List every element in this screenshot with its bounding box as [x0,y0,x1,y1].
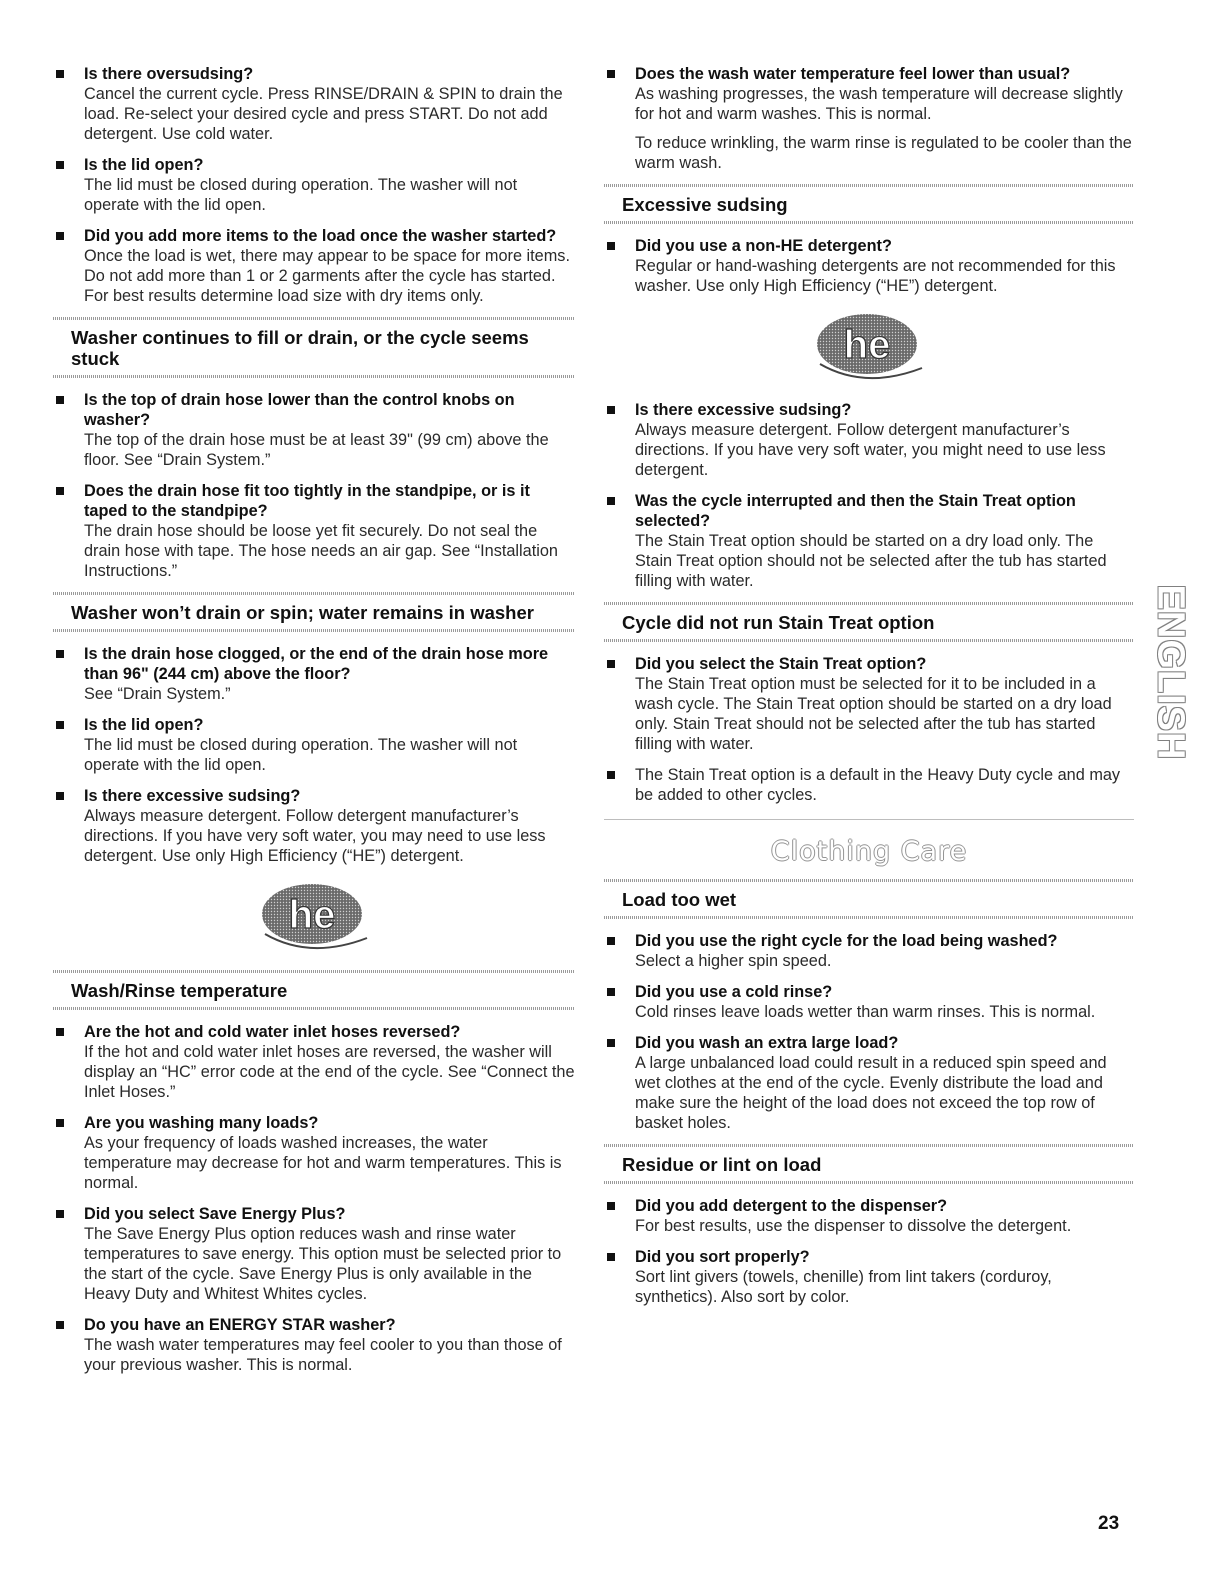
question: Is the lid open? [84,716,204,734]
section-header [604,1144,1134,1184]
answer-note: To reduce wrinkling, the warm rinse is regulated to be cooler than the warm wash. [635,134,1132,172]
answer: Select a higher spin speed. [635,952,832,970]
question: Did you use a cold rinse? [635,983,833,1001]
question: Is the top of drain hose lower than the control knobs on washer? [84,391,515,429]
he-logo-icon [810,310,928,386]
svg-text:he: he [843,323,891,367]
bullet-icon [607,1202,615,1210]
question: Is there oversudsing? [84,65,254,83]
answer: Cancel the current cycle. Press RINSE/DRAIN & SPIN to drain the load. Re-select your desired cycle and press START. Do not add detergent. Use cold water. [84,85,563,143]
answer: Cold rinses leave loads wetter than warm rinses. This is normal. [635,1003,1096,1021]
question: Did you add detergent to the dispenser? [635,1197,948,1215]
section-header [53,970,575,1010]
list-item [604,64,1134,173]
list-item [604,1196,1134,1236]
question: Does the drain hose fit too tightly in the standpipe, or is it taped to the standpipe? [84,482,530,520]
bullet-icon [56,1210,64,1218]
bullet-icon [607,242,615,250]
svg-text:he: he [288,893,336,937]
question: Did you sort properly? [635,1248,810,1266]
bullet-icon [56,650,64,658]
question: Is the drain hose clogged, or the end of the drain hose more than 96" (244 cm) above the floor? [84,645,549,683]
divider [53,629,575,632]
he-logo-icon [255,880,373,956]
divider [53,375,575,378]
section-title: Cycle did not run Stain Treat option [622,612,935,633]
section-title: Washer continues to fill or drain, or the cycle seems stuck [71,327,529,369]
answer: The wash water temperatures may feel cooler to you than those of your previous washer. This is normal. [84,1336,562,1374]
list-item [53,1204,575,1304]
list-item [53,155,575,215]
answer: Regular or hand-washing detergents are not recommended for this washer. Use only High Efficiency (“HE”) detergent. [635,257,1116,295]
answer: As washing progresses, the wash temperature will decrease slightly for hot and warm washes. This is normal. [635,85,1123,123]
answer: The lid must be closed during operation. The washer will not operate with the lid open. [84,176,518,214]
divider [604,221,1134,224]
question: Was the cycle interrupted and then the Stain Treat option selected? [635,492,1076,530]
question: Does the wash water temperature feel lower than usual? [635,65,1071,83]
bullet-icon [607,406,615,414]
he-logo [53,880,575,956]
right-column [604,64,1134,1318]
bullet-icon [56,70,64,78]
section-title: Washer won’t drain or spin; water remains in washer [71,602,534,623]
list-item [53,1022,575,1102]
answer: For best results, use the dispenser to dissolve the detergent. [635,1217,1072,1235]
answer: The Stain Treat option is a default in the Heavy Duty cycle and may be added to other cycles. [635,766,1121,804]
section-header [53,317,575,378]
question: Did you wash an extra large load? [635,1034,899,1052]
question: Did you select the Stain Treat option? [635,655,927,673]
list-item [604,931,1134,971]
list-item [604,982,1134,1022]
divider [604,1181,1134,1184]
bullet-icon [56,487,64,495]
answer: Sort lint givers (towels, chenille) from lint takers (corduroy, synthetics). Also sort by color. [635,1268,1052,1306]
section-header [53,592,575,632]
divider [604,916,1134,919]
answer: If the hot and cold water inlet hoses are reversed, the washer will display an “HC” error code at the end of the cycle. See “Connect the Inlet Hoses.” [84,1043,575,1101]
page-number: 23 [1098,1513,1120,1534]
answer: The Save Energy Plus option reduces wash and rinse water temperatures to save energy. This option must be selected prior to the start of the cycle. Save Energy Plus is only available in the Heavy Duty and Whitest Whites cycles. [84,1225,562,1303]
he-logo [604,310,1134,386]
answer: As your frequency of loads washed increases, the water temperature may decrease for hot and warm temperatures. This is normal. [84,1134,562,1192]
list-item [53,1113,575,1193]
list-item [604,491,1134,591]
question: Did you use the right cycle for the load being washed? [635,932,1058,950]
question: Did you add more items to the load once the washer started? [84,227,557,245]
list-item [53,1315,575,1375]
answer: See “Drain System.” [84,685,231,703]
section-title: Load too wet [622,889,737,910]
answer: A large unbalanced load could result in a reduced spin speed and wet clothes at the end of the cycle. Evenly distribute the load and make sure the height of the load does not exceed the top row of basket holes. [635,1054,1107,1132]
bullet-icon [607,497,615,505]
question: Are you washing many loads? [84,1114,319,1132]
language-tab [1150,580,1190,764]
answer: Once the load is wet, there may appear to be space for more items. Do not add more than 1 or 2 garments after the cycle has started. For best results determine load size with dry items only. [84,247,570,305]
question: Is there excessive sudsing? [635,401,852,419]
list-item [604,765,1134,805]
list-item [604,1033,1134,1133]
bullet-icon [607,1253,615,1261]
divider [53,1007,575,1010]
list-item [53,390,575,470]
bullet-icon [56,161,64,169]
divider [604,639,1134,642]
list-item [53,481,575,581]
list-item [53,226,575,306]
bullet-icon [56,1028,64,1036]
question: Did you use a non-HE detergent? [635,237,892,255]
language-tab-label: ENGLISH [1149,584,1192,760]
left-column [53,64,575,1386]
question: Is there excessive sudsing? [84,787,301,805]
answer: The Stain Treat option must be selected for it to be included in a wash cycle. The Stain Treat option should be started on a dry load only. Stain Treat should not be selected after the tub has started filling with water. [635,675,1112,753]
section-header [604,184,1134,224]
bullet-icon [607,937,615,945]
section-title: Wash/Rinse temperature [71,980,288,1001]
answer: The lid must be closed during operation. The washer will not operate with the lid open. [84,736,518,774]
answer: The drain hose should be loose yet fit securely. Do not seal the drain hose with tape. The hose needs an air gap. See “Installation Instructions.” [84,522,558,580]
bullet-icon [607,660,615,668]
answer: The top of the drain hose must be at least 39" (99 cm) above the floor. See “Drain System.” [84,431,549,469]
chapter-title: Clothing Care [770,836,968,867]
bullet-icon [607,1039,615,1047]
question: Did you select Save Energy Plus? [84,1205,346,1223]
list-item [53,786,575,866]
list-item [53,644,575,704]
section-title: Residue or lint on load [622,1154,822,1175]
answer: The Stain Treat option should be started on a dry load only. The Stain Treat option should not be selected after the tub has started filling with water. [635,532,1107,590]
bullet-icon [56,721,64,729]
section-title: Excessive sudsing [622,194,788,215]
bullet-icon [56,1119,64,1127]
list-item [53,715,575,775]
bullet-icon [56,232,64,240]
list-item [604,236,1134,296]
bullet-icon [607,70,615,78]
list-item [53,64,575,144]
section-header [604,602,1134,642]
bullet-icon [56,792,64,800]
question: Do you have an ENERGY STAR washer? [84,1316,396,1334]
bullet-icon [56,1321,64,1329]
list-item [604,400,1134,480]
bullet-icon [607,988,615,996]
divider [604,819,1134,820]
list-item [604,654,1134,754]
answer: Always measure detergent. Follow detergent manufacturer’s directions. If you have very soft water, you may need to use less detergent. Use only High Efficiency (“HE”) detergent. [84,807,546,865]
question: Are the hot and cold water inlet hoses reversed? [84,1023,461,1041]
section-header [604,879,1134,919]
list-item [604,1247,1134,1307]
answer: Always measure detergent. Follow detergent manufacturer’s directions. If you have very soft water, you might need to use less detergent. [635,421,1106,479]
bullet-icon [56,396,64,404]
question: Is the lid open? [84,156,204,174]
bullet-icon [607,771,615,779]
